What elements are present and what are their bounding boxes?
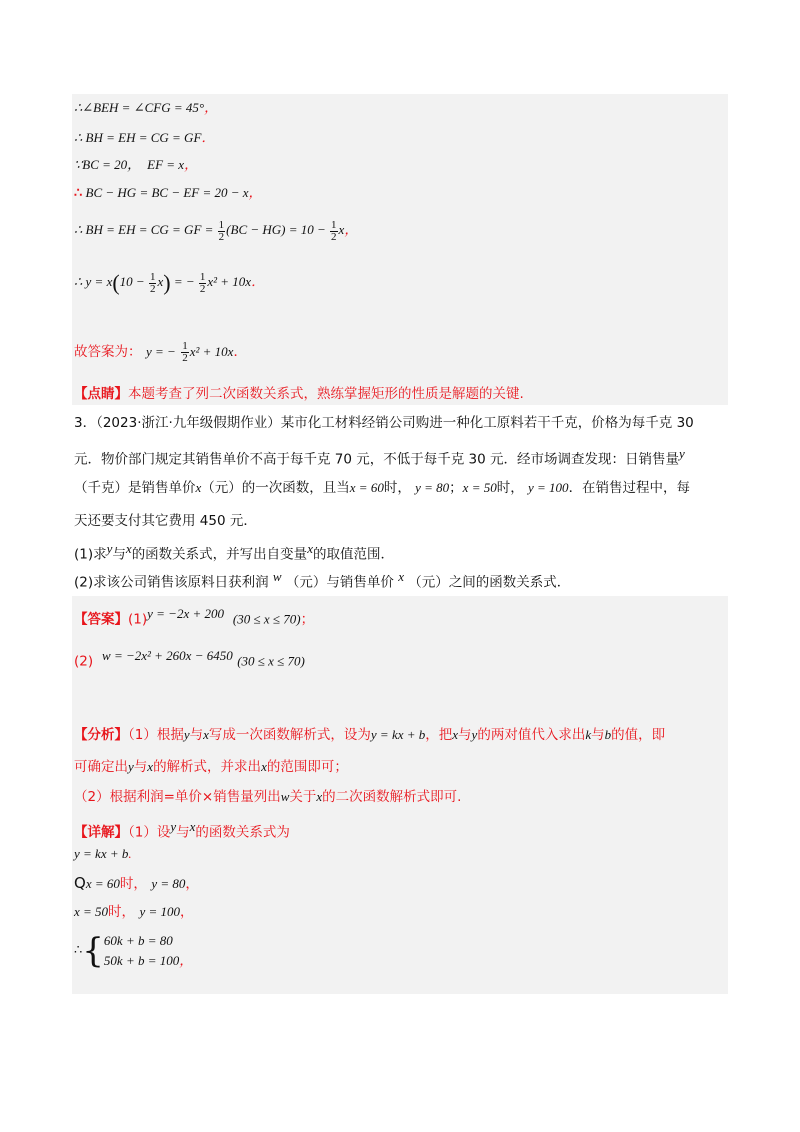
detail-condition-2: x = 50时， y = 100， [74,904,194,920]
detail-linear-form: y = kx + b. [74,846,132,861]
step-difference: ∴ BC − HG = BC − EF = 20 − x， [74,185,263,201]
final-answer: 故答案为： y = − $\frac{1}{2}$ x² + 10x． [74,339,247,364]
comment-line: 【点睛】本题考查了列二次函数关系式，熟练掌握矩形的性质是解题的关键. [74,386,524,402]
answer-line-2: (2) w = −2x² + 260x − 6450 (30 ≤ x ≤ 70) [74,648,305,670]
question-3-line-2: 元．物价部门规定其销售单价不高于每千克 70 元，不低于每千克 30 元．经市场调查发现：日销售量y [74,446,685,468]
fraction-half: $\frac{1}{2}$ [149,270,156,295]
question-3-line-4: 天还要支付其它费用 450 元． [74,513,257,529]
fraction-half: $\frac{1}{2}$ [199,270,206,295]
detail-line-1: 【详解】（1）设y与x的函数关系式为 [74,819,290,841]
step-equal-segments: ∴ BH = EH = CG = GF． [74,130,215,146]
step-result: ∴ y = x(10 − $\frac{1}{2}$ x) = − $\frac{1}{2}$ x² + 10x． [74,270,265,296]
step-given: ∵BC = 20， EF = x， [74,157,198,173]
analysis-line-3: （2）根据利润=单价×销售量列出w关于x的二次函数解析式即可. [74,789,462,805]
step-half: ∴ BH = EH = CG = GF = $\frac{1}{2}$ (BC − HG) = 10 − $\frac{1}{2}$ x， [74,218,358,243]
question-3-line-1: 3．（2023·浙江·九年级假期作业）某市化工材料经销公司购进一种化工原料若干千克，价格为每千克 30 [74,415,694,431]
fraction-half: $\frac{1}{2}$ [182,339,188,364]
fraction-half: $\frac{1}{2}$ [218,218,225,243]
answer-line-1: 【答案】(1)y = −2x + 200 (30 ≤ x ≤ 70)； [74,606,315,628]
detail-equation-system: ∴{ 60k + b = 80 50k + b = 100， [74,931,193,972]
question-3-part-1: (1)求y与x的函数关系式，并写出自变量x的取值范围． [74,541,394,563]
fraction-half: $\frac{1}{2}$ [331,218,337,243]
analysis-line-1: 【分析】（1）根据y与x写成一次函数解析式，设为y = kx + b，把x与y的两对值代入求出k与b的值，即 [74,727,666,743]
detail-condition-1: Qx = 60时， y = 80， [74,874,199,892]
question-3-line-3: （千克）是销售单价x（元）的一次函数，且当x = 60时， y = 80；x = 50时， y = 100．在销售过程中，每 [74,480,691,496]
question-3-part-2: (2)求该公司销售该原料日获利润 w （元）与销售单价 x （元）之间的函数关系式． [74,569,571,591]
step-angle: ∴∠BEH = ∠CFG = 45°， [74,100,218,116]
analysis-line-2: 可确定出y与x的解析式，并求出x的范围即可； [74,759,348,775]
